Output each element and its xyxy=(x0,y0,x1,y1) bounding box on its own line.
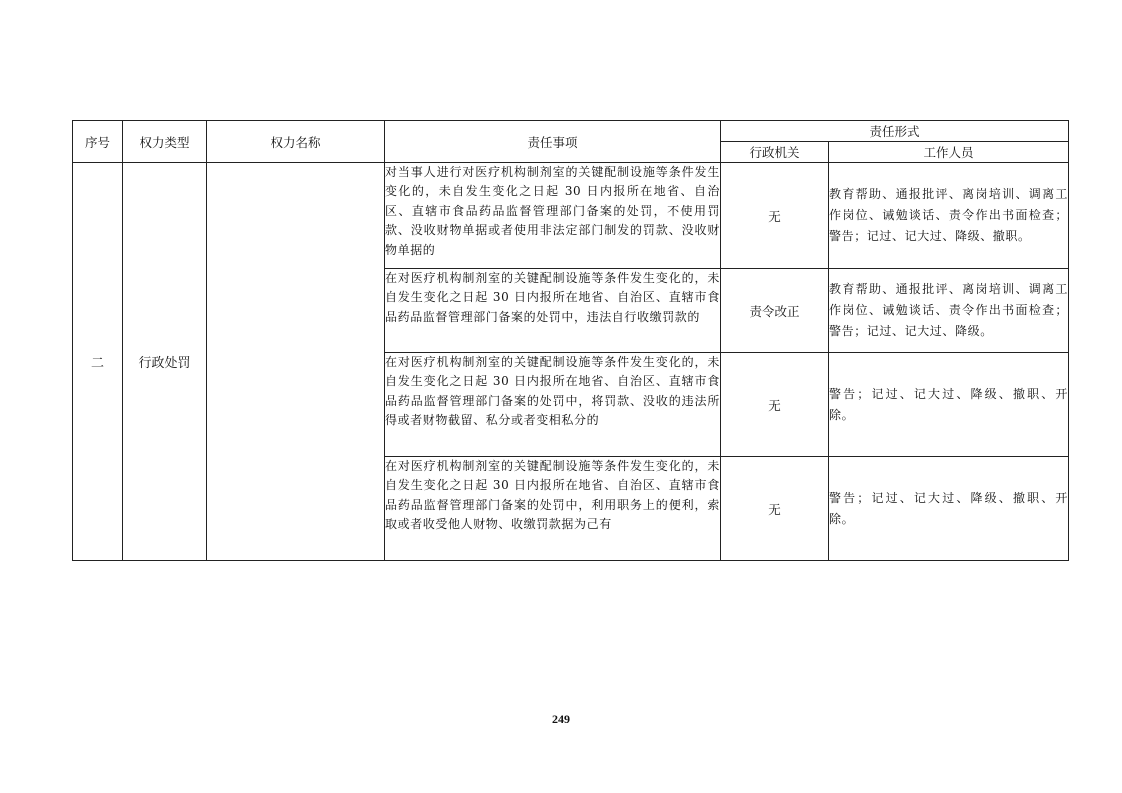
responsibility-matter-cell: 在对医疗机构制剂室的关键配制设施等条件发生变化的，未自发生变化之日起 30 日内报所在地省、自治区、直辖市食品药品监督管理部门备案的处罚中，违法自行收缴罚款的 xyxy=(385,269,721,353)
power-type-cell: 行政处罚 xyxy=(123,163,207,561)
seq-cell: 二 xyxy=(73,163,123,561)
header-power-name: 权力名称 xyxy=(207,121,385,163)
header-responsibility-form: 责任形式 xyxy=(721,121,1069,142)
header-power-type: 权力类型 xyxy=(123,121,207,163)
power-name-cell xyxy=(207,163,385,561)
header-admin-organ: 行政机关 xyxy=(721,142,829,163)
table-row xyxy=(73,163,1069,269)
page-number: 249 xyxy=(552,712,570,726)
header-staff: 工作人员 xyxy=(829,142,1069,163)
staff-cell: 教育帮助、通报批评、离岗培训、调离工作岗位、诫勉谈话、责令作出书面检查；警告；记过、记大过、降级。 xyxy=(829,269,1069,353)
responsibility-matter-cell: 对当事人进行对医疗机构制剂室的关键配制设施等条件发生变化的，未自发生变化之日起 30 日内报所在地省、自治区、直辖市食品药品监督管理部门备案的处罚，不使用罚款、没收财物单据或者使用非法定部门制发的罚款、没收财物单据的 xyxy=(385,163,721,269)
admin-organ-cell: 责令改正 xyxy=(721,269,829,353)
staff-cell: 警告；记过、记大过、降级、撤职、开除。 xyxy=(829,353,1069,457)
responsibility-table xyxy=(72,120,1069,561)
staff-cell: 警告；记过、记大过、降级、撤职、开除。 xyxy=(829,457,1069,561)
header-seq: 序号 xyxy=(73,121,123,163)
responsibility-matter-cell: 在对医疗机构制剂室的关键配制设施等条件发生变化的，未自发生变化之日起 30 日内报所在地省、自治区、直辖市食品药品监督管理部门备案的处罚中，利用职务上的便利，索取或者收受他人财物、收缴罚款据为己有 xyxy=(385,457,721,561)
admin-organ-cell: 无 xyxy=(721,457,829,561)
responsibility-matter-cell: 在对医疗机构制剂室的关键配制设施等条件发生变化的，未自发生变化之日起 30 日内报所在地省、自治区、直辖市食品药品监督管理部门备案的处罚中，将罚款、没收的违法所得或者财物截留、私分或者变相私分的 xyxy=(385,353,721,457)
header-responsibility-matters: 责任事项 xyxy=(385,121,721,163)
admin-organ-cell: 无 xyxy=(721,163,829,269)
staff-cell: 教育帮助、通报批评、离岗培训、调离工作岗位、诫勉谈话、责令作出书面检查；警告；记过、记大过、降级、撤职。 xyxy=(829,163,1069,269)
admin-organ-cell: 无 xyxy=(721,353,829,457)
